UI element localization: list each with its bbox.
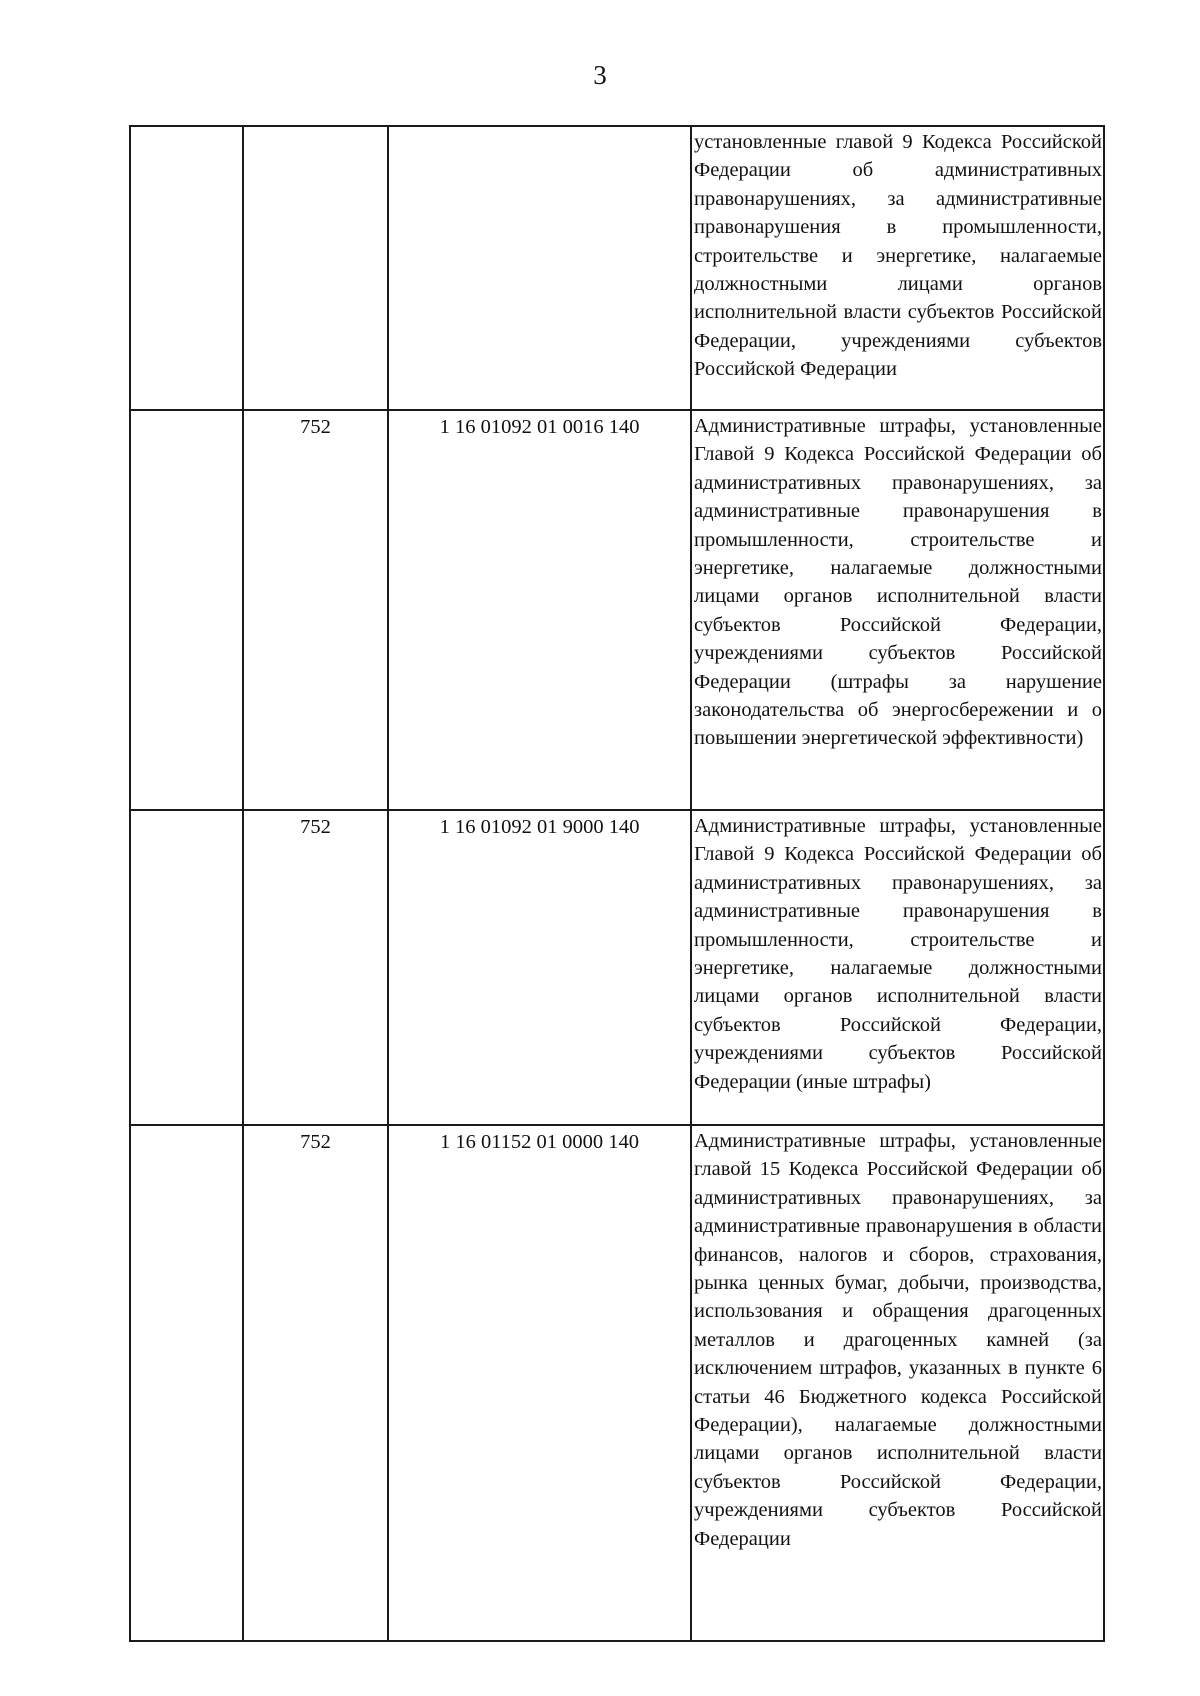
table-row xyxy=(130,1125,1104,1641)
row-index-cell xyxy=(130,810,243,1125)
row-index-cell xyxy=(130,1125,243,1641)
table-row xyxy=(130,410,1104,810)
revenue-name-cell: установленные главой 9 Кодекса Российской Федерации об административных правонарушениях, за административные правонарушения в промышленности, строительстве и энергетике, налагаемые должностными лицами органов исполнительной власти субъектов Российской Федерации, учреждениями субъектов Российской Федерации xyxy=(691,126,1104,410)
kbk-code-cell: 1 16 01092 01 9000 140 xyxy=(388,810,691,1125)
admin-code-cell: 752 xyxy=(243,1125,388,1641)
table-row xyxy=(130,126,1104,410)
table-row xyxy=(130,810,1104,1125)
admin-code-cell: 752 xyxy=(243,410,388,810)
page-number: 3 xyxy=(593,60,607,90)
kbk-code-cell xyxy=(388,126,691,410)
admin-code-cell: 752 xyxy=(243,810,388,1125)
revenue-codes-table xyxy=(129,125,1105,1642)
kbk-code-cell: 1 16 01152 01 0000 140 xyxy=(388,1125,691,1641)
revenue-name-cell: Административные штрафы, установленные Главой 9 Кодекса Российской Федерации об административных правонарушениях, за административные правонарушения в промышленности, строительстве и энергетике, налагаемые должностными лицами органов исполнительной власти субъектов Российской Федерации, учреждениями субъектов Российской Федерации (иные штрафы) xyxy=(691,810,1104,1125)
row-index-cell xyxy=(130,410,243,810)
admin-code-cell xyxy=(243,126,388,410)
revenue-name-cell: Административные штрафы, установленные главой 15 Кодекса Российской Федерации об административных правонарушениях, за административные правонарушения в области финансов, налогов и сборов, страхования, рынка ценных бумаг, добычи, производства, использования и обращения драгоценных металлов и драгоценных камней (за исключением штрафов, указанных в пункте 6 статьи 46 Бюджетного кодекса Российской Федерации), налагаемые должностными лицами органов исполнительной власти субъектов Российской Федерации, учреждениями субъектов Российской Федерации xyxy=(691,1125,1104,1641)
row-index-cell xyxy=(130,126,243,410)
revenue-name-cell: Административные штрафы, установленные Главой 9 Кодекса Российской Федерации об административных правонарушениях, за административные правонарушения в промышленности, строительстве и энергетике, налагаемые должностными лицами органов исполнительной власти субъектов Российской Федерации, учреждениями субъектов Российской Федерации (штрафы за нарушение законодательства об энергосбережении и о повышении энергетической эффективности) xyxy=(691,410,1104,810)
kbk-code-cell: 1 16 01092 01 0016 140 xyxy=(388,410,691,810)
